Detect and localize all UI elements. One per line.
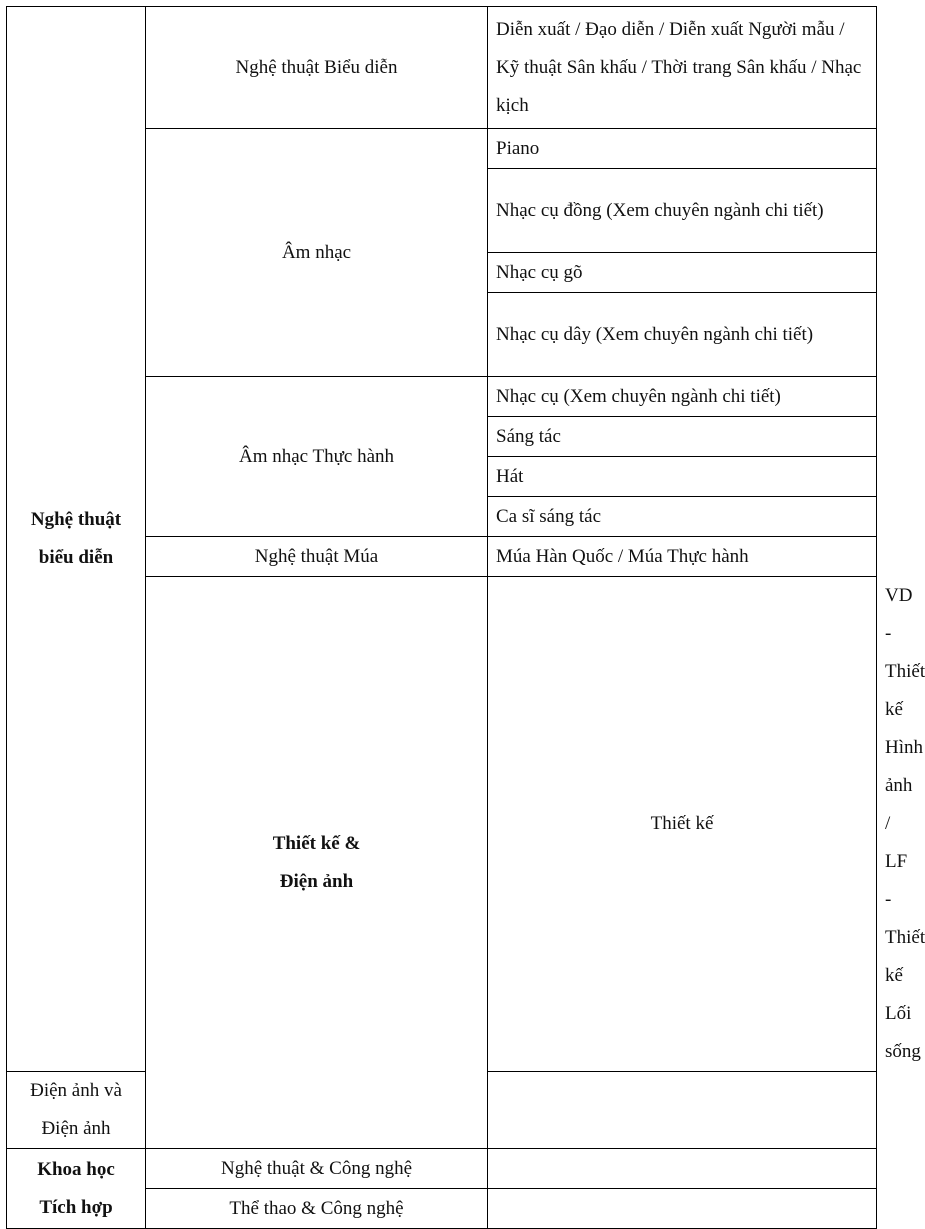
major-cell: Nhạc cụ dây (Xem chuyên ngành chi tiết) xyxy=(488,293,877,377)
group-label-line: Điện ảnh xyxy=(279,870,354,892)
table-row: Thiết kế & Điện ảnh Thiết kế VD - Thiết kế Hình ảnh / LF - Thiết kế Lối sống xyxy=(7,577,877,1072)
major-cell: Sáng tác xyxy=(488,417,877,457)
field-cell: Âm nhạc Thực hành xyxy=(146,377,488,537)
group-label-line: Tích hợp xyxy=(39,1196,113,1218)
group-cell-integrated-science xyxy=(7,1149,146,1229)
major-cell: Nhạc cụ gõ xyxy=(488,253,877,293)
major-cell: Diễn xuất / Đạo diễn / Diễn xuất Người mẫu / Kỹ thuật Sân khấu / Thời trang Sân khấu / Nhạc kịch xyxy=(488,7,877,129)
group-label-line: biểu diễn xyxy=(38,547,114,568)
field-cell: Nghệ thuật Múa xyxy=(146,537,488,577)
field-cell: Điện ảnh và Điện ảnh xyxy=(7,1072,146,1149)
major-cell xyxy=(488,1189,877,1229)
major-cell: Nhạc cụ (Xem chuyên ngành chi tiết) xyxy=(488,377,877,417)
major-cell: Nhạc cụ đồng (Xem chuyên ngành chi tiết) xyxy=(488,169,877,253)
major-cell: Múa Hàn Quốc / Múa Thực hành xyxy=(488,537,877,577)
field-cell: Thiết kế xyxy=(488,577,877,1072)
field-cell: Nghệ thuật & Công nghệ xyxy=(146,1149,488,1189)
group-label-line: Thiết kế & xyxy=(272,832,361,854)
majors-table xyxy=(6,6,925,1229)
field-cell: Nghệ thuật Biểu diễn xyxy=(146,7,488,129)
major-cell xyxy=(488,1149,877,1189)
table-row xyxy=(7,1149,877,1189)
group-label-line: Nghệ thuật xyxy=(30,509,122,530)
table-row xyxy=(7,7,877,129)
major-cell: Hát xyxy=(488,457,877,497)
major-cell: Piano xyxy=(488,129,877,169)
group-label-line: Khoa học xyxy=(37,1158,115,1180)
field-cell: Âm nhạc xyxy=(146,129,488,377)
group-cell-design-film xyxy=(146,577,488,1149)
group-cell-performing-arts xyxy=(7,7,146,1072)
major-cell: Ca sĩ sáng tác xyxy=(488,497,877,537)
major-cell xyxy=(488,1072,877,1149)
field-cell: Thể thao & Công nghệ xyxy=(146,1189,488,1229)
